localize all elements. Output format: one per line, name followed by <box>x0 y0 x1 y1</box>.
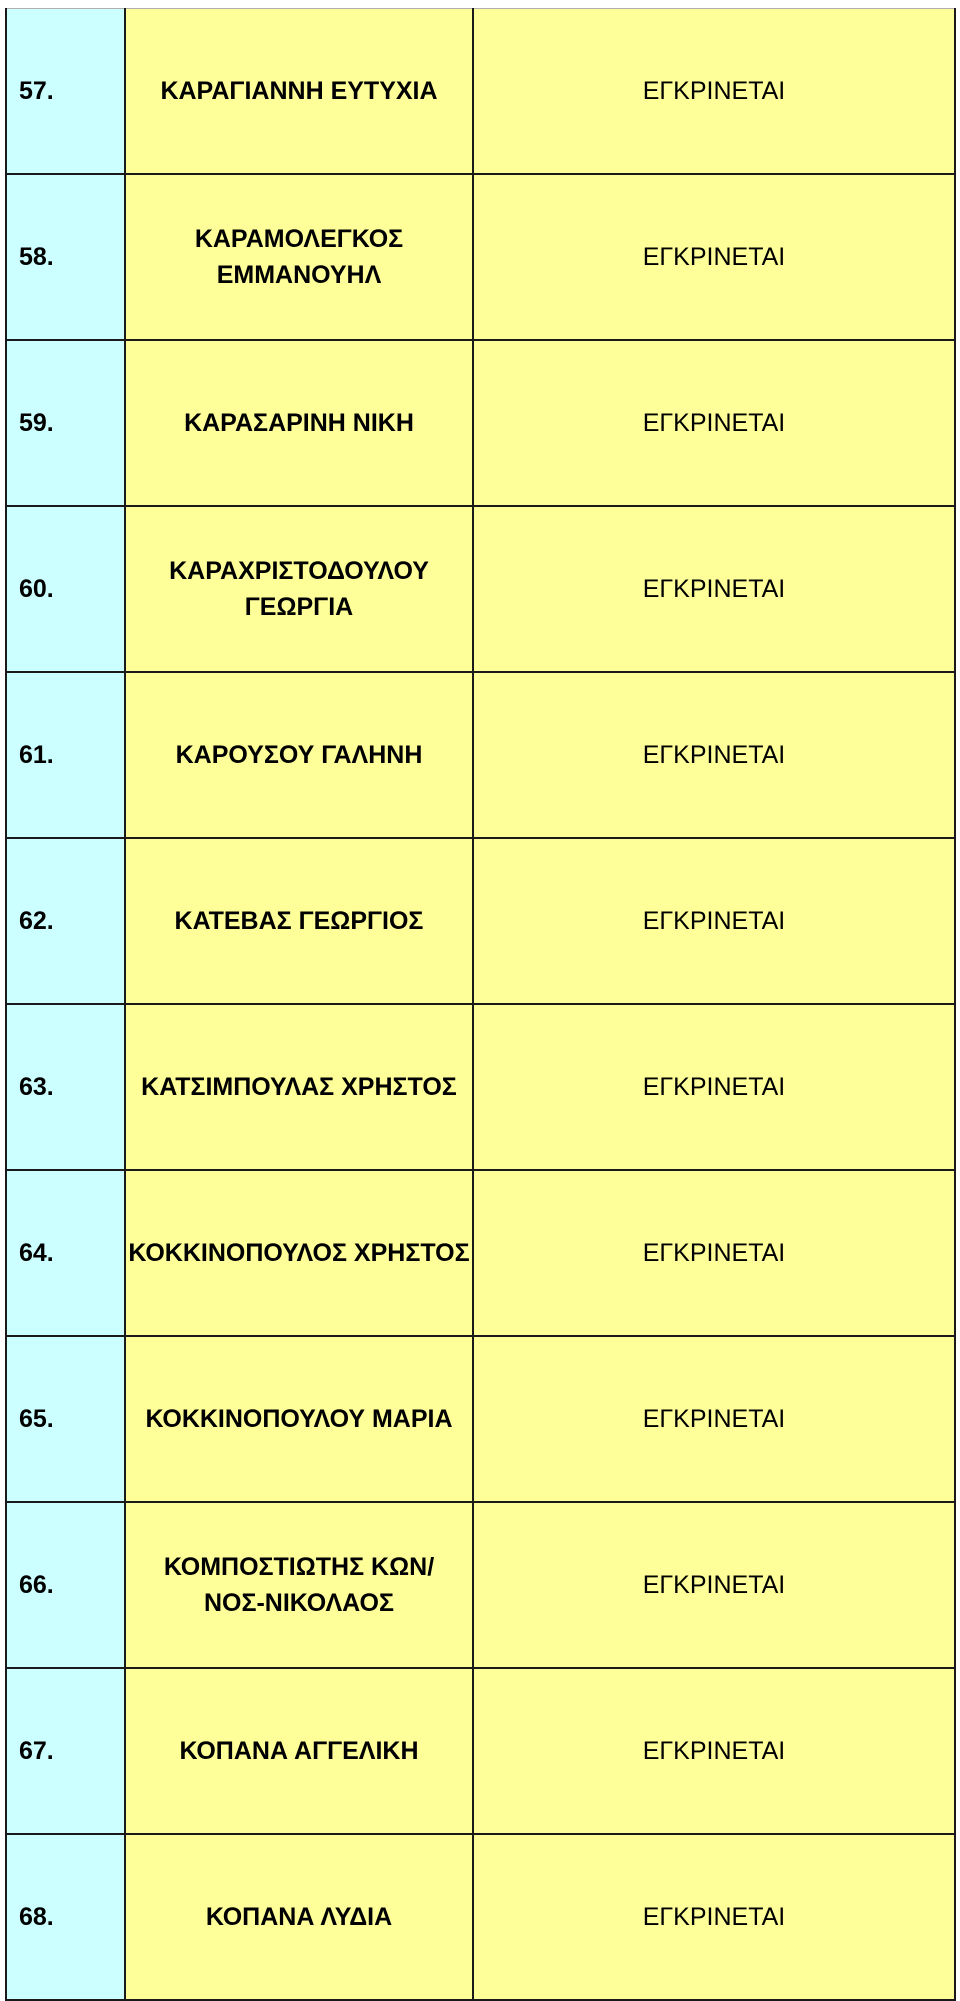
table-row <box>6 1668 955 1834</box>
table-row <box>6 340 955 506</box>
table-row <box>6 1502 955 1668</box>
applicant-name: ΚΟΠΑΝΑ ΑΓΓΕΛΙΚΗ <box>125 1668 473 1834</box>
row-number: 60. <box>6 506 125 672</box>
row-number: 66. <box>6 1502 125 1668</box>
applicant-name: ΚΟΚΚΙΝΟΠΟΥΛΟΣ ΧΡΗΣΤΟΣ <box>125 1170 473 1336</box>
row-number: 64. <box>6 1170 125 1336</box>
applicant-name: ΚΟΠΑΝΑ ΛΥΔΙΑ <box>125 1834 473 2000</box>
applicant-name: ΚΑΡΑΣΑΡΙΝΗ ΝΙΚΗ <box>125 340 473 506</box>
decision-status: ΕΓΚΡΙΝΕΤΑΙ <box>473 506 955 672</box>
row-number: 61. <box>6 672 125 838</box>
table-row <box>6 506 955 672</box>
decision-status: ΕΓΚΡΙΝΕΤΑΙ <box>473 838 955 1004</box>
decision-status: ΕΓΚΡΙΝΕΤΑΙ <box>473 1004 955 1170</box>
table-row <box>6 1004 955 1170</box>
decision-status: ΕΓΚΡΙΝΕΤΑΙ <box>473 1668 955 1834</box>
applicant-name: ΚΟΜΠΟΣΤΙΩΤΗΣ ΚΩΝ/ΝΟΣ-ΝΙΚΟΛΑΟΣ <box>125 1502 473 1668</box>
row-number: 68. <box>6 1834 125 2000</box>
table-row <box>6 1336 955 1502</box>
decision-status: ΕΓΚΡΙΝΕΤΑΙ <box>473 1834 955 2000</box>
applicant-name: ΚΑΡΟΥΣΟΥ ΓΑΛΗΝΗ <box>125 672 473 838</box>
row-number: 57. <box>6 9 125 175</box>
decision-status: ΕΓΚΡΙΝΕΤΑΙ <box>473 9 955 175</box>
row-number: 63. <box>6 1004 125 1170</box>
decision-status: ΕΓΚΡΙΝΕΤΑΙ <box>473 340 955 506</box>
row-number: 67. <box>6 1668 125 1834</box>
applicant-name: ΚΟΚΚΙΝΟΠΟΥΛΟΥ ΜΑΡΙΑ <box>125 1336 473 1502</box>
row-number: 65. <box>6 1336 125 1502</box>
decision-status: ΕΓΚΡΙΝΕΤΑΙ <box>473 1336 955 1502</box>
decision-status: ΕΓΚΡΙΝΕΤΑΙ <box>473 1502 955 1668</box>
applicant-name: ΚΑΤΕΒΑΣ ΓΕΩΡΓΙΟΣ <box>125 838 473 1004</box>
table-row <box>6 672 955 838</box>
applicant-name: ΚΑΡΑΓΙΑΝΝΗ ΕΥΤΥΧΙΑ <box>125 9 473 175</box>
table-row <box>6 838 955 1004</box>
table-row <box>6 1834 955 2000</box>
results-table <box>5 8 956 2001</box>
applicant-name: ΚΑΤΣΙΜΠΟΥΛΑΣ ΧΡΗΣΤΟΣ <box>125 1004 473 1170</box>
applicant-name: ΚΑΡΑΧΡΙΣΤΟΔΟΥΛΟΥ ΓΕΩΡΓΙΑ <box>125 506 473 672</box>
decision-status: ΕΓΚΡΙΝΕΤΑΙ <box>473 672 955 838</box>
decision-status: ΕΓΚΡΙΝΕΤΑΙ <box>473 1170 955 1336</box>
table-row <box>6 174 955 340</box>
table-row <box>6 9 955 175</box>
row-number: 59. <box>6 340 125 506</box>
decision-status: ΕΓΚΡΙΝΕΤΑΙ <box>473 174 955 340</box>
table-row <box>6 1170 955 1336</box>
applicant-name: ΚΑΡΑΜΟΛΕΓΚΟΣ ΕΜΜΑΝΟΥΗΛ <box>125 174 473 340</box>
row-number: 58. <box>6 174 125 340</box>
row-number: 62. <box>6 838 125 1004</box>
